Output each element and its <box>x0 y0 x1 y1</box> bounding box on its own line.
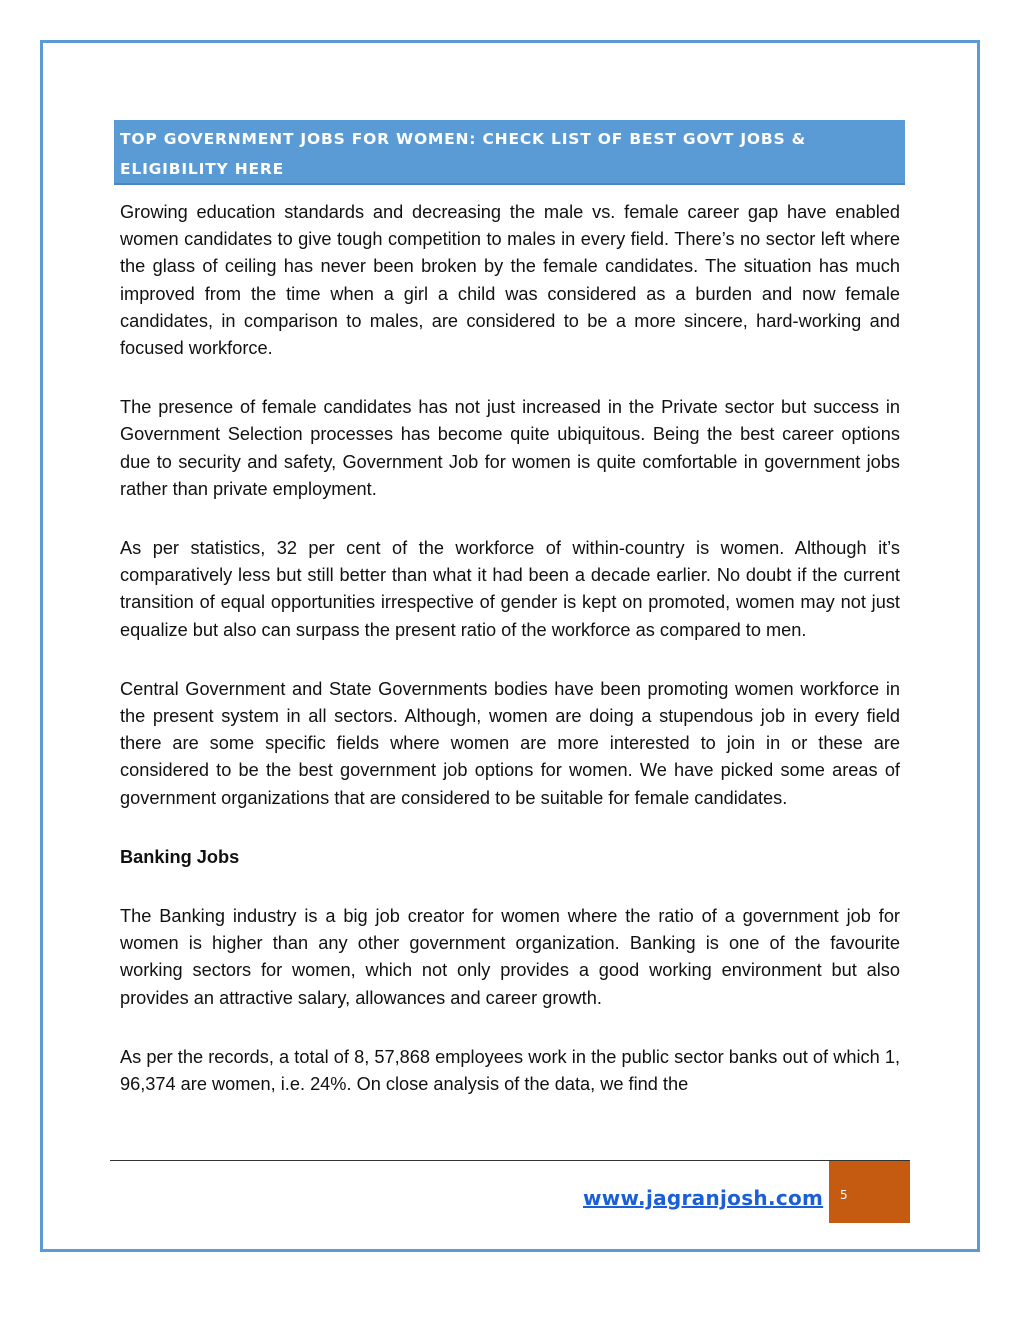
page-title: TOP GOVERNMENT JOBS FOR WOMEN: CHECK LIST OF BEST GOVT JOBS & ELIGIBILITY HERE <box>120 130 806 178</box>
article-body <box>120 199 900 1098</box>
page-number-box <box>829 1161 910 1223</box>
section-heading-banking: Banking Jobs <box>120 846 240 867</box>
paragraph: The presence of female candidates has not just increased in the Private sector but success in Government Selection processes has become quite ubiquitous. Being the best career options due to security and safety, Government Job for women is quite comfortable in government jobs rather than private employment. <box>120 397 900 499</box>
title-banner <box>114 120 905 185</box>
website-link[interactable]: www.jagranjosh.com <box>583 1186 824 1210</box>
paragraph: As per statistics, 32 per cent of the workforce of within-country is women. Although it’s comparatively less but still better than what it had been a decade earlier. No doubt if the current transition of equal opportunities irrespective of gender is kept on promoted, women may not just equalize but also can surpass the present ratio of the workforce as compared to men. <box>120 538 900 640</box>
paragraph: As per the records, a total of 8, 57,868 employees work in the public sector banks out of which 1, 96,374 are women, i.e. 24%. On close analysis of the data, we find the <box>120 1046 900 1095</box>
paragraph: Growing education standards and decreasing the male vs. female career gap have enabled women candidates to give tough competition to males in every field. There’s no sector left where the glass of ceiling has never been broken by the female candidates. The situation has much improved from the time when a girl a child was considered as a burden and now female candidates, in comparison to males, are considered to be a more sincere, hard-working and focused workforce. <box>120 202 900 359</box>
paragraph: Central Government and State Governments bodies have been promoting women workforce in the present system in all sectors. Although, women are doing a stupendous job in every field there are some specific fields where women are more interested to join in or these are considered to be the best government job options for women. We have picked some areas of government organizations that are considered to be suitable for female candidates. <box>120 678 900 808</box>
page-number: 5 <box>840 1188 848 1202</box>
paragraph: The Banking industry is a big job creator for women where the ratio of a government job for women is higher than any other government organization. Banking is one of the favourite working sectors for women, which not only provides a good working environment but also provides an attractive salary, allowances and career growth. <box>120 906 900 1008</box>
footer-divider <box>110 1160 910 1161</box>
